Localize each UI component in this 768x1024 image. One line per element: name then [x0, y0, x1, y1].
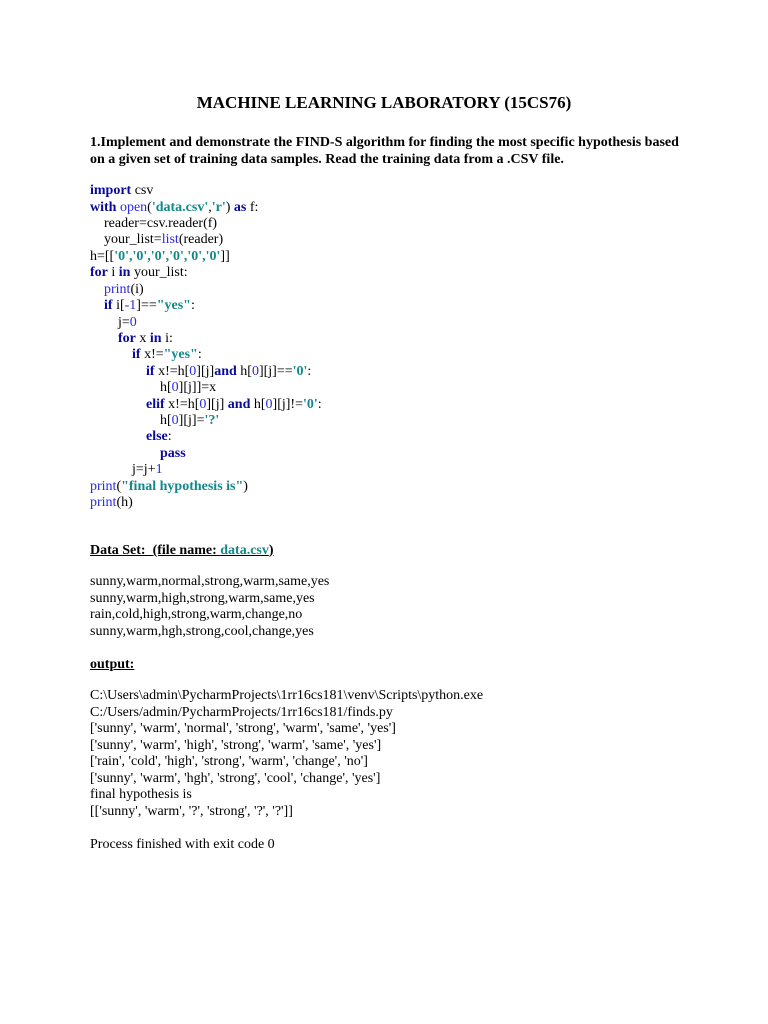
task-description-line-2: on a given set of training data samples. Read the training data from a .CSV file. [90, 152, 564, 167]
output-line: C:\Users\admin\PycharmProjects\1rr16cs181\venv\Scripts\python.exe [90, 688, 484, 703]
output-line: ['sunny', 'warm', 'high', 'strong', 'warm', 'same', 'yes'] [90, 738, 382, 753]
keyword: if [132, 347, 141, 362]
keyword: import [90, 183, 132, 198]
builtin: open [119, 200, 148, 215]
string-literal: '?' [204, 413, 220, 428]
code-line [104, 232, 223, 249]
output-line: final hypothesis is [90, 787, 192, 802]
code-text: your_list= [104, 232, 162, 247]
code-text: h[ [160, 380, 172, 395]
number-literal: 0 [171, 413, 179, 428]
code-text: your_list: [130, 265, 188, 280]
page-title: MACHINE LEARNING LABORATORY (15CS76) [196, 93, 572, 112]
code-line [132, 462, 163, 479]
code-text: : [197, 347, 202, 362]
string-literal: '0','0','0','0','0','0' [114, 249, 221, 264]
number-literal: -1 [124, 298, 137, 313]
output-heading: output: [90, 657, 135, 672]
code-text: j=j+ [132, 462, 156, 477]
output-line: ['sunny', 'warm', 'hgh', 'strong', 'cool', 'change', 'yes'] [90, 771, 381, 786]
code-text: (i) [130, 282, 144, 297]
keyword: in [149, 331, 162, 346]
task-description-line-1: 1.Implement and demonstrate the FIND-S algorithm for finding the most specific hypothesis based [90, 135, 679, 150]
code-text: i [107, 265, 119, 280]
keyword: if [104, 298, 113, 313]
code-text: == [276, 364, 293, 379]
code-line: with open('data.csv','r') as f: [90, 200, 259, 215]
keyword: elif [146, 397, 165, 412]
code-line [160, 380, 216, 397]
keyword: pass [160, 446, 186, 461]
code-text: ]=x [196, 380, 217, 395]
keyword: as [233, 200, 247, 215]
code-text: f: [246, 200, 259, 215]
keyword: for [90, 265, 108, 280]
code-text: csv [131, 183, 154, 198]
code-text: (h) [116, 495, 133, 510]
number-literal: 0 [171, 380, 179, 395]
code-line [146, 397, 322, 414]
string-literal: "yes" [163, 347, 198, 362]
keyword: and [214, 364, 237, 379]
string-literal: "yes" [156, 298, 191, 313]
code-text: ][j] [258, 364, 277, 379]
number-literal: 0 [199, 397, 207, 412]
dataset-row: sunny,warm,high,strong,warm,same,yes [90, 591, 315, 606]
dataset-heading [90, 543, 274, 560]
code-text: != [290, 397, 303, 412]
dataset-filename: data.csv [220, 543, 269, 558]
code-text: i[ [112, 298, 125, 313]
string-literal: '0' [302, 397, 318, 412]
string-literal: '0' [292, 364, 308, 379]
code-text: ][j] [206, 397, 225, 412]
exit-status-line: Process finished with exit code 0 [90, 837, 275, 852]
code-text: : [307, 364, 312, 379]
dataset-row: sunny,warm,hgh,strong,cool,change,yes [90, 624, 314, 639]
string-literal: 'data.csv' [151, 200, 209, 215]
code-text: ) [243, 479, 248, 494]
code-line [146, 364, 311, 381]
keyword: with [90, 200, 117, 215]
code-text: h=[[ [90, 249, 115, 264]
builtin: print [104, 282, 131, 297]
code-text: = [196, 413, 205, 428]
number-literal: 0 [265, 397, 273, 412]
number-literal: 0 [189, 364, 197, 379]
code-text: ]== [136, 298, 157, 313]
code-text: h[ [160, 413, 172, 428]
code-line: reader=csv.reader(f) [104, 216, 218, 231]
dataset-row: sunny,warm,normal,strong,warm,same,yes [90, 574, 330, 589]
code-line [90, 495, 133, 512]
code-line [160, 446, 186, 463]
dataset-heading-label: Data Set: (file name: [90, 543, 221, 558]
code-line [146, 429, 172, 446]
code-text: h[ [250, 397, 266, 412]
number-literal: 0 [251, 364, 259, 379]
code-text: : [167, 429, 172, 444]
code-line [118, 315, 137, 332]
keyword: in [118, 265, 131, 280]
code-text: : [317, 397, 322, 412]
code-text: ]] [220, 249, 230, 264]
output-line: ['sunny', 'warm', 'normal', 'strong', 'warm', 'same', 'yes'] [90, 721, 396, 736]
code-line [132, 347, 202, 364]
dataset-row: rain,cold,high,strong,warm,change,no [90, 607, 303, 622]
string-literal: 'r' [211, 200, 226, 215]
code-line [90, 479, 248, 496]
output-line: ['rain', 'cold', 'high', 'strong', 'warm', 'change', 'no'] [90, 754, 368, 769]
keyword: and [227, 397, 251, 412]
builtin: print [90, 495, 117, 510]
code-text: ][j] [196, 364, 215, 379]
keyword: for [118, 331, 136, 346]
code-text: ( [116, 479, 122, 494]
dataset-heading-close: ) [268, 543, 274, 558]
keyword: if [146, 364, 155, 379]
code-text: ][j] [178, 413, 197, 428]
code-line [118, 331, 173, 348]
code-text: x [135, 331, 150, 346]
builtin: list [161, 232, 179, 247]
code-text: x!=h[ [164, 397, 200, 412]
builtin: print [90, 479, 117, 494]
number-literal: 0 [129, 315, 137, 330]
code-line [104, 298, 195, 315]
number-literal: 1 [155, 462, 163, 477]
code-text: : [190, 298, 195, 313]
code-text: x!= [140, 347, 164, 362]
code-line [90, 265, 188, 282]
code-text: ][j] [272, 397, 291, 412]
string-literal: "final hypothesis is" [121, 479, 244, 494]
code-line [104, 282, 144, 299]
code-line [90, 183, 153, 200]
code-line [90, 249, 230, 266]
code-line [160, 413, 219, 430]
code-text: h[ [236, 364, 252, 379]
code-text: ][j] [178, 380, 197, 395]
code-text: x!=h[ [154, 364, 190, 379]
code-text: (reader) [178, 232, 224, 247]
code-text: j= [118, 315, 130, 330]
output-line: [['sunny', 'warm', '?', 'strong', '?', '?']] [90, 804, 293, 819]
output-line: C:/Users/admin/PycharmProjects/1rr16cs181/finds.py [90, 705, 393, 720]
keyword: else [146, 429, 168, 444]
code-text: i: [161, 331, 173, 346]
